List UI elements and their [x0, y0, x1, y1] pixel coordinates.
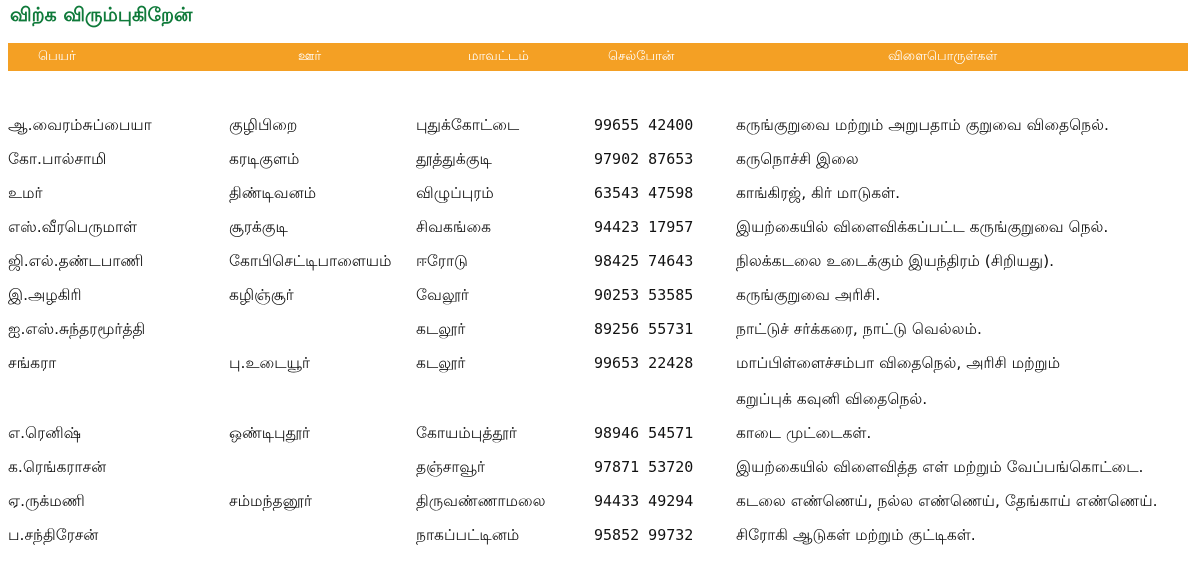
- header-district: மாவட்டம்: [468, 49, 529, 64]
- seller-products-line2: கறுப்புக் கவுனி விதைநெல்.: [736, 390, 928, 408]
- seller-place: திண்டிவனம்: [229, 184, 317, 202]
- table-row: [0, 517, 1200, 551]
- seller-products: சிரோகி ஆடுகள் மற்றும் குட்டிகள்.: [736, 526, 976, 544]
- seller-phone: 97902 87653: [594, 150, 694, 168]
- seller-phone: 94433 49294: [594, 492, 694, 510]
- seller-phone: 99653 22428: [594, 354, 694, 372]
- seller-district: கடலூர்: [416, 320, 466, 338]
- seller-district: திருவண்ணாமலை: [416, 492, 546, 510]
- seller-phone: 98946 54571: [594, 424, 694, 442]
- seller-products: கருங்குறுவை அரிசி.: [736, 286, 881, 304]
- seller-phone: 98425 74643: [594, 252, 694, 270]
- page-title: விற்க விரும்புகிறேன்: [10, 4, 193, 26]
- seller-products: கடலை எண்ணெய், நல்ல எண்ணெய், தேங்காய் எண்ணெய்.: [736, 492, 1158, 510]
- table-row: [0, 243, 1200, 277]
- seller-district: நாகப்பட்டினம்: [416, 526, 520, 544]
- seller-place: குழிபிறை: [229, 116, 298, 134]
- seller-name: ப.சந்திரேசன்: [8, 526, 99, 544]
- seller-products: கருங்குறுவை மற்றும் அறுபதாம் குறுவை விதைநெல்.: [736, 116, 1109, 134]
- seller-phone: 90253 53585: [594, 286, 694, 304]
- seller-place: கழிஞ்சூர்: [229, 286, 294, 304]
- seller-products: இயற்கையில் விளைவித்த எள் மற்றும் வேப்பங்கொட்டை.: [736, 458, 1144, 476]
- header-name: பெயர்: [38, 49, 76, 64]
- seller-products-line1: மாப்பிள்ளைச்சம்பா விதைநெல், அரிசி மற்றும்: [736, 354, 1061, 372]
- seller-phone: 95852 99732: [594, 526, 694, 544]
- seller-place: கரடிகுளம்: [229, 150, 300, 168]
- seller-district: விழுப்புரம்: [416, 184, 494, 202]
- seller-name: எஸ்.வீரபெருமாள்: [8, 218, 138, 236]
- seller-phone: 63543 47598: [594, 184, 694, 202]
- seller-district: கோயம்புத்தூர்: [416, 424, 517, 442]
- header-products: விளைபொருள்கள்: [888, 49, 998, 64]
- seller-name: எ.ரெனிஷ்: [8, 424, 81, 442]
- seller-phone: 97871 53720: [594, 458, 694, 476]
- seller-place: சம்மந்தனூர்: [229, 492, 313, 510]
- seller-name: ஜி.எல்.தண்டபாணி: [8, 252, 144, 270]
- seller-phone: 94423 17957: [594, 218, 694, 236]
- seller-district: வேலூர்: [416, 286, 469, 304]
- seller-district: சிவகங்கை: [416, 218, 492, 236]
- table-row: [0, 449, 1200, 483]
- header-place: ஊர்: [298, 49, 322, 64]
- seller-district: கடலூர்: [416, 354, 466, 372]
- header-phone: செல்போன்: [608, 49, 675, 64]
- seller-district: ஈரோடு: [416, 252, 468, 270]
- seller-phone: 89256 55731: [594, 320, 694, 338]
- seller-district: தூத்துக்குடி: [416, 150, 492, 168]
- table-row: [0, 209, 1200, 243]
- seller-place: கோபிசெட்டிபாளையம்: [229, 252, 392, 270]
- seller-products: [736, 353, 1060, 409]
- seller-place: பு.உடையூர்: [229, 354, 310, 372]
- seller-place: சூரக்குடி: [229, 218, 288, 236]
- table-row: [0, 483, 1200, 517]
- seller-name: ஆ.வைரம்சுப்பையா: [8, 116, 152, 134]
- seller-table: [0, 107, 1200, 551]
- seller-products: கருநொச்சி இலை: [736, 150, 859, 168]
- table-row: [0, 107, 1200, 141]
- table-header: [8, 43, 1188, 71]
- seller-name: ஏ.ருக்மணி: [8, 492, 85, 510]
- table-row: [0, 311, 1200, 345]
- seller-name: ஐ.எஸ்.சுந்தரமூர்த்தி: [8, 320, 146, 338]
- seller-district: புதுக்கோட்டை: [416, 116, 520, 134]
- table-row: [0, 277, 1200, 311]
- table-row: [0, 415, 1200, 449]
- seller-products: காடை முட்டைகள்.: [736, 424, 872, 442]
- table-row: [0, 141, 1200, 175]
- seller-name: சங்கரா: [8, 354, 57, 372]
- seller-place: ஒண்டிபுதூர்: [229, 424, 311, 442]
- seller-district: தஞ்சாவூர்: [416, 458, 486, 476]
- seller-phone: 99655 42400: [594, 116, 694, 134]
- table-row: [0, 345, 1200, 415]
- seller-name: இ.அழகிரி: [8, 286, 82, 304]
- seller-products: இயற்கையில் விளைவிக்கப்பட்ட கருங்குறுவை நெல்.: [736, 218, 1109, 236]
- table-row: [0, 175, 1200, 209]
- seller-name: உமர்: [8, 184, 43, 202]
- seller-name: க.ரெங்கராசன்: [8, 458, 107, 476]
- seller-name: கோ.பால்சாமி: [8, 150, 107, 168]
- seller-products: நிலக்கடலை உடைக்கும் இயந்திரம் (சிறியது).: [736, 252, 1055, 270]
- seller-products: காங்கிரஜ், கிர் மாடுகள்.: [736, 184, 901, 202]
- seller-products: நாட்டுச் சர்க்கரை, நாட்டு வெல்லம்.: [736, 320, 982, 338]
